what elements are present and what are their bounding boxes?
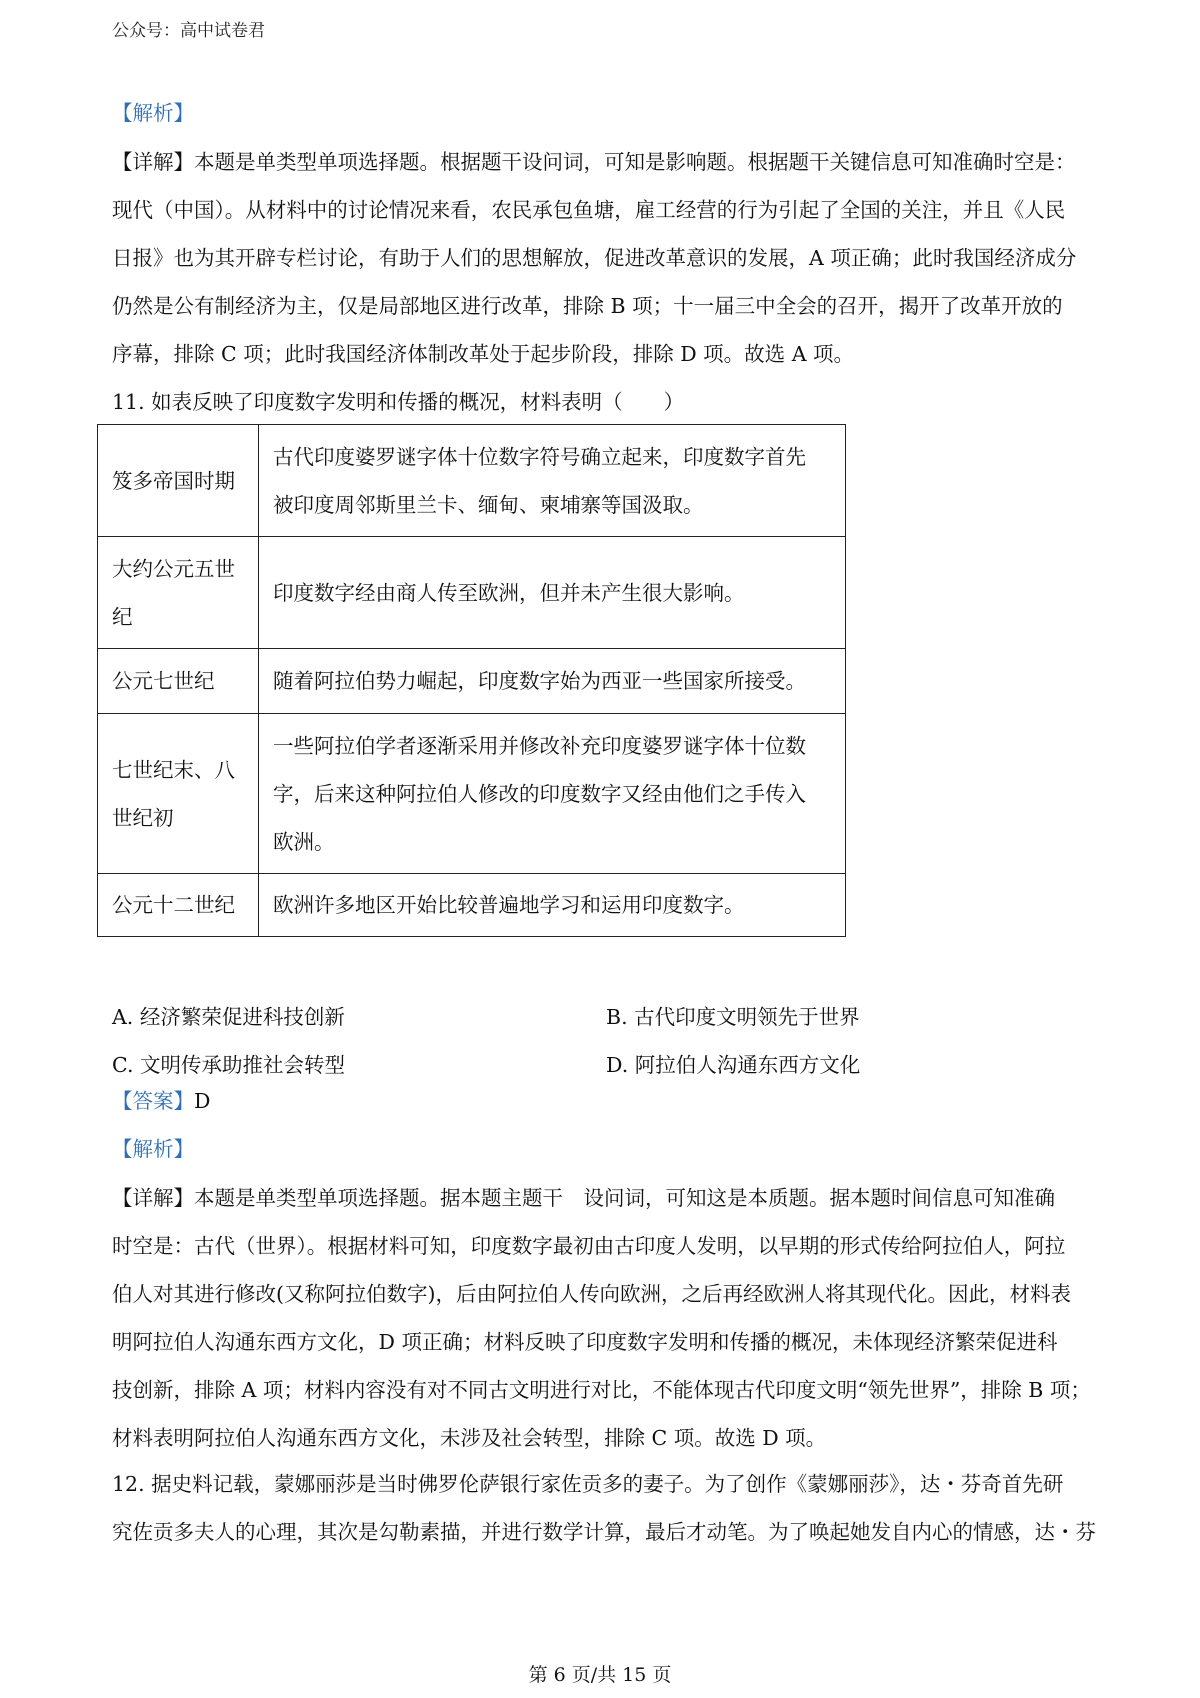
q11-analysis-label: 【解析】 — [112, 1137, 194, 1161]
period-cell: 大约公元五世 纪 — [98, 537, 259, 649]
q10-detail-line: 序幕，排除 C 项；此时我国经济体制改革处于起步阶段，排除 D 项。故选 A 项。 — [112, 342, 855, 366]
option-a: A. 经济繁荣促进科技创新 — [112, 1005, 345, 1029]
table-row — [98, 714, 846, 874]
q11-detail-line: 时空是：古代（世界）。根据材料可知，印度数字最初由古印度人发明，以早期的形式传给阿拉伯人，阿拉 — [112, 1234, 1066, 1258]
source-header: 公众号：高中试卷君 — [112, 21, 265, 41]
content-cell: 古代印度婆罗谜字体十位数字符号确立起来，印度数字首先 被印度周邻斯里兰卡、缅甸、柬埔寨等国汲取。 — [259, 425, 846, 537]
answer-value: D — [194, 1089, 211, 1113]
q12-line: 12. 据史料记载，蒙娜丽莎是当时佛罗伦萨银行家佐贡多的妻子。为了创作《蒙娜丽莎》，达・芬奇首先研 — [112, 1472, 1064, 1496]
indian-numerals-table — [97, 424, 846, 937]
q11-detail-line: 材料表明阿拉伯人沟通东西方文化，未涉及社会转型，排除 C 项。故选 D 项。 — [112, 1426, 827, 1450]
page-number: 第 6 页/共 15 页 — [528, 1664, 672, 1686]
period-cell: 笈多帝国时期 — [98, 425, 259, 537]
q11-detail-line: 【详解】本题是单类型单项选择题。据本题主题干 设问词，可知这是本质题。据本题时间信息可知准确 — [112, 1186, 1055, 1210]
table-row — [98, 874, 846, 937]
q12-line: 究佐贡多夫人的心理，其次是勾勒素描，并进行数学计算，最后才动笔。为了唤起她发自内心的情感，达・芬 — [112, 1520, 1096, 1544]
period-cell: 公元十二世纪 — [98, 874, 259, 937]
q11-detail-line: 技创新，排除 A 项；材料内容没有对不同古文明进行对比，不能体现古代印度文明“领先世界”，排除 B 项； — [112, 1378, 1091, 1402]
q11-detail — [112, 1174, 1100, 1462]
q11-detail-line: 明阿拉伯人沟通东西方文化，D 项正确；材料反映了印度数字发明和传播的概况，未体现经济繁荣促进科 — [112, 1330, 1058, 1354]
answer-label: 【答案】 — [112, 1089, 194, 1113]
table-row — [98, 425, 846, 537]
content-cell: 随着阿拉伯势力崛起，印度数字始为西亚一些国家所接受。 — [259, 649, 846, 714]
option-b: B. 古代印度文明领先于世界 — [606, 1005, 860, 1029]
content-cell: 印度数字经由商人传至欧洲，但并未产生很大影响。 — [259, 537, 846, 649]
table-row — [98, 649, 846, 714]
period-cell: 公元七世纪 — [98, 649, 259, 714]
q12-stem — [112, 1460, 1100, 1556]
q10-detail-line: 日报》也为其开辟专栏讨论，有助于人们的思想解放，促进改革意识的发展，A 项正确；此时我国经济成分 — [112, 246, 1077, 270]
period-cell: 七世纪末、八 世纪初 — [98, 714, 259, 874]
option-c: C. 文明传承助推社会转型 — [112, 1053, 345, 1077]
content-cell: 一些阿拉伯学者逐渐采用并修改补充印度婆罗谜字体十位数 字，后来这种阿拉伯人修改的印度数字又经由他们之手传入 欧洲。 — [259, 714, 846, 874]
content-cell: 欧洲许多地区开始比较普遍地学习和运用印度数字。 — [259, 874, 846, 937]
q10-detail-line: 现代（中国）。从材料中的讨论情况来看，农民承包鱼塘，雇工经营的行为引起了全国的关注，并且《人民 — [112, 198, 1066, 222]
option-d: D. 阿拉伯人沟通东西方文化 — [606, 1053, 861, 1077]
q10-analysis-label: 【解析】 — [112, 101, 194, 125]
q10-detail-line: 仍然是公有制经济为主，仅是局部地区进行改革，排除 B 项；十一届三中全会的召开，揭开了改革开放的 — [112, 294, 1063, 318]
q11-answer — [112, 1088, 210, 1114]
q10-detail — [112, 138, 1100, 378]
q10-detail-line: 【详解】本题是单类型单项选择题。根据题干设问词，可知是影响题。根据题干关键信息可知准确时空是： — [112, 150, 1076, 174]
q11-stem: 11. 如表反映了印度数字发明和传播的概况，材料表明（ ） — [112, 390, 685, 414]
table-row — [98, 537, 846, 649]
q11-detail-line: 伯人对其进行修改(又称阿拉伯数字)，后由阿拉伯人传向欧洲，之后再经欧洲人将其现代化。因此，材料表 — [112, 1282, 1071, 1306]
